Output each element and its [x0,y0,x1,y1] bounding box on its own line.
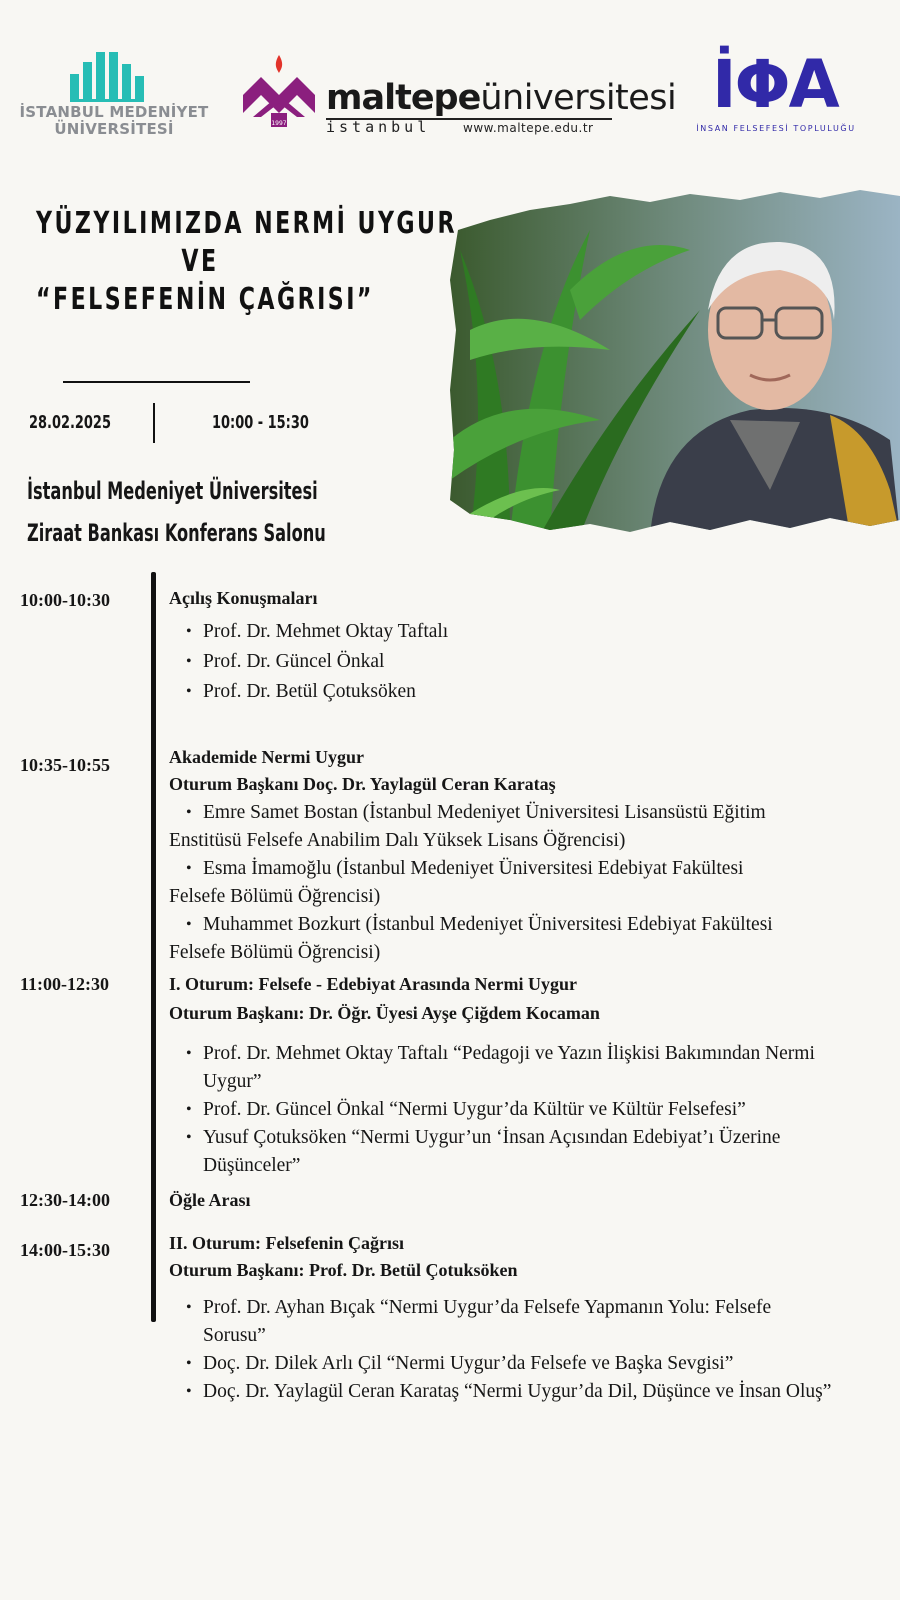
session-chair: Oturum Başkanı Doç. Dr. Yaylagül Ceran Karataş [169,774,556,794]
ifa-subtitle: İNSAN FELSEFESİ TOPLULUĞU [696,124,856,133]
event-time: 10:00 - 15:30 [212,412,309,433]
maltepe-year: 1997 [271,120,287,127]
session-title: II. Oturum: Felsefenin Çağrısı [169,1233,404,1253]
maltepe-url: www.maltepe.edu.tr [463,121,594,135]
schedule-time: 12:30-14:00 [20,1190,110,1210]
list-item: • Yusuf Çotuksöken “Nermi Uygur’un ‘İnsan Açısından Edebiyat’ı Üzerine [169,1124,815,1152]
maltepe-wordmark: maltepeüniversitesi [326,78,677,118]
list-item-continued: Felsefe Bölümü Öğrencisi) [169,886,381,907]
session-title: Açılış Konuşmaları [169,588,318,608]
session-chair: Oturum Başkanı: Dr. Öğr. Üyesi Ayşe Çiğdem Kocaman [169,1003,600,1023]
list-item: • Prof. Dr. Ayhan Bıçak “Nermi Uygur’da Felsefe Yapmanın Yolu: Felsefe [169,1294,831,1322]
schedule-time: 10:00-10:30 [20,590,110,610]
session-title: Akademide Nermi Uygur [169,747,364,767]
maltepe-city: istanbul [326,118,431,136]
list-item-continued: Felsefe Bölümü Öğrencisi) [169,942,381,963]
list-item: • Prof. Dr. Güncel Önkal “Nermi Uygur’da Kültür ve Kültür Felsefesi” [169,1096,815,1124]
schedule-timeline [151,572,156,1322]
imu-logo-icon [70,52,146,102]
event-venue: İstanbul Medeniyet Üniversitesi Ziraat Bankası Konferans Salonu [27,477,326,547]
event-date: 28.02.2025 [29,412,111,433]
speaker-list [169,1294,831,1406]
schedule-time: 14:00-15:30 [20,1240,110,1260]
title-divider [63,381,250,383]
list-item-continued: Sorusu” [203,1325,266,1346]
session-chair: Oturum Başkanı: Prof. Dr. Betül Çotuksöken [169,1260,518,1280]
schedule-time: 11:00-12:30 [20,974,109,994]
list-item-continued: Düşünceler” [203,1155,301,1176]
list-item: • Esma İmamoğlu (İstanbul Medeniyet Üniversitesi Edebiyat Fakültesi [169,855,773,883]
list-item: • Doç. Dr. Dilek Arlı Çil “Nermi Uygur’da Felsefe ve Başka Sevgisi” [169,1350,831,1378]
speaker-list [169,618,448,706]
imu-logo-text: İSTANBUL MEDENİYET ÜNİVERSİTESİ [19,103,209,138]
list-item: • Emre Samet Bostan (İstanbul Medeniyet Üniversitesi Lisansüstü Eğitim [169,799,773,827]
maltepe-logo-icon [243,55,315,130]
schedule-time: 10:35-10:55 [20,755,110,775]
ifa-logo: İΦA [712,46,838,123]
list-item: • Prof. Dr. Betül Çotuksöken [169,678,448,706]
date-time-divider [153,403,155,443]
event-title: YÜZYILIMIZDA NERMİ UYGUR VE “FELSEFENİN ÇAĞRISI” [36,206,457,317]
list-item: • Prof. Dr. Mehmet Oktay Taftalı “Pedagoji ve Yazın İlişkisi Bakımından Nermi [169,1040,815,1068]
session-title: I. Oturum: Felsefe - Edebiyat Arasında Nermi Uygur [169,974,577,994]
list-item: • Doç. Dr. Yaylagül Ceran Karataş “Nermi Uygur’da Dil, Düşünce ve İnsan Oluş” [169,1378,831,1406]
list-item: • Muhammet Bozkurt (İstanbul Medeniyet Üniversitesi Edebiyat Fakültesi [169,911,773,939]
list-item: • Prof. Dr. Mehmet Oktay Taftalı [169,618,448,646]
speaker-list [169,1040,815,1180]
list-item: • Prof. Dr. Güncel Önkal [169,648,448,676]
list-item-continued: Uygur” [203,1071,262,1092]
speaker-list [169,799,773,967]
list-item-continued: Enstitüsü Felsefe Anabilim Dalı Yüksek Lisans Öğrencisi) [169,830,626,851]
session-title: Öğle Arası [169,1190,251,1210]
portrait-photo [450,190,900,535]
